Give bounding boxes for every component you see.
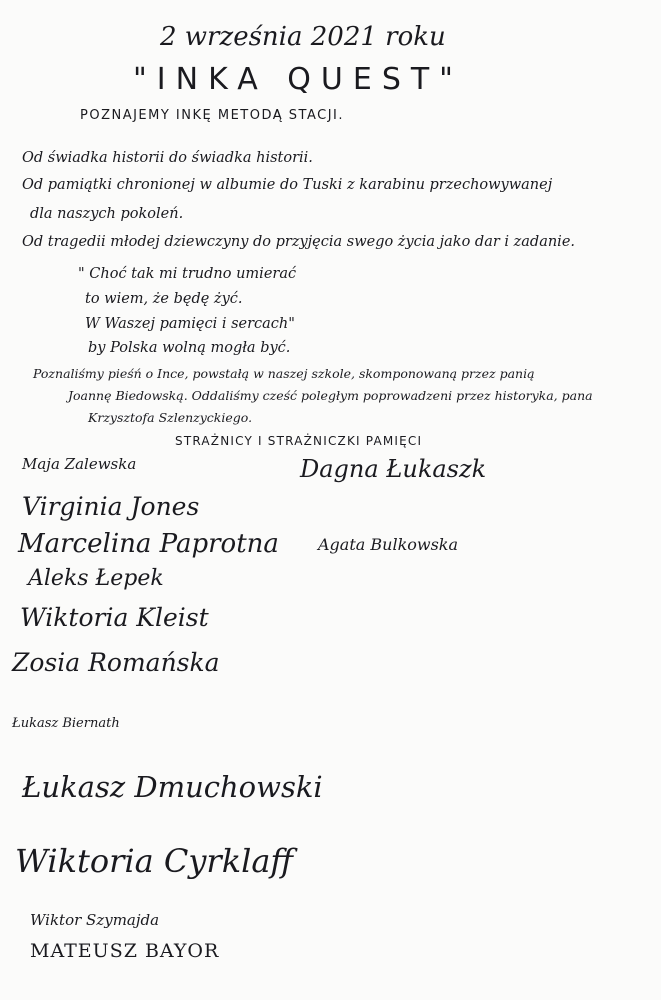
paragraph-line-2: Joannę Biedowską. Oddaliśmy cześć poległym poprowadzeni przez historyka, pana — [68, 388, 593, 403]
quote-line-1: " Choć tak mi trudno umierać — [78, 266, 297, 282]
paragraph-line-3: Krzysztofa Szlenzyckiego. — [88, 410, 253, 425]
quote-line-2: to wiem, że będę żyć. — [85, 291, 243, 307]
guardians-heading: STRAŻNICY I STRAŻNICZKI PAMIĘCI — [175, 434, 423, 448]
signature-lukasz-dmuchowski: Łukasz Dmuchowski — [22, 770, 323, 804]
signature-maja: Maja Zalewska — [22, 455, 137, 473]
text-line-4: Od tragedii młodej dziewczyny do przyjęcia swego życia jako dar i zadanie. — [22, 234, 576, 250]
page-title: "INKA QUEST" — [133, 62, 463, 97]
quote-line-3: W Waszej pamięci i sercach" — [85, 316, 295, 332]
signature-lukasz-biernath: Łukasz Biernath — [12, 716, 120, 731]
page-subtitle: POZNAJEMY INKĘ METODĄ STACJI. — [80, 108, 344, 123]
signature-virginia: Virginia Jones — [22, 492, 200, 521]
signature-wiktoria-cyrklaff: Wiktoria Cyrklaff — [15, 842, 294, 880]
signature-zosia: Zosia Romańska — [12, 648, 220, 677]
signature-wiktor: Wiktor Szymajda — [30, 911, 160, 929]
quote-line-4: by Polska wolną mogła być. — [88, 340, 291, 356]
signature-wiktoria-kleist: Wiktoria Kleist — [20, 603, 209, 632]
text-line-2: Od pamiątki chronionej w albumie do Tuski z karabinu przechowywanej — [22, 177, 553, 193]
signature-marcelina: Marcelina Paprotna — [18, 529, 279, 559]
signature-aleks: Aleks Łepek — [28, 566, 164, 591]
date-line: 2 września 2021 roku — [160, 22, 446, 52]
signature-agata: Agata Bulkowska — [318, 535, 459, 554]
text-line-3: dla naszych pokoleń. — [30, 206, 184, 222]
paragraph-line-1: Poznaliśmy pieśń o Ince, powstałą w naszej szkole, skomponowaną przez panią — [33, 366, 535, 381]
text-line-1: Od świadka historii do świadka historii. — [22, 150, 313, 166]
signature-mateusz: MATEUSZ BAYOR — [30, 940, 220, 962]
signature-dagna: Dagna Łukaszk — [300, 455, 487, 483]
